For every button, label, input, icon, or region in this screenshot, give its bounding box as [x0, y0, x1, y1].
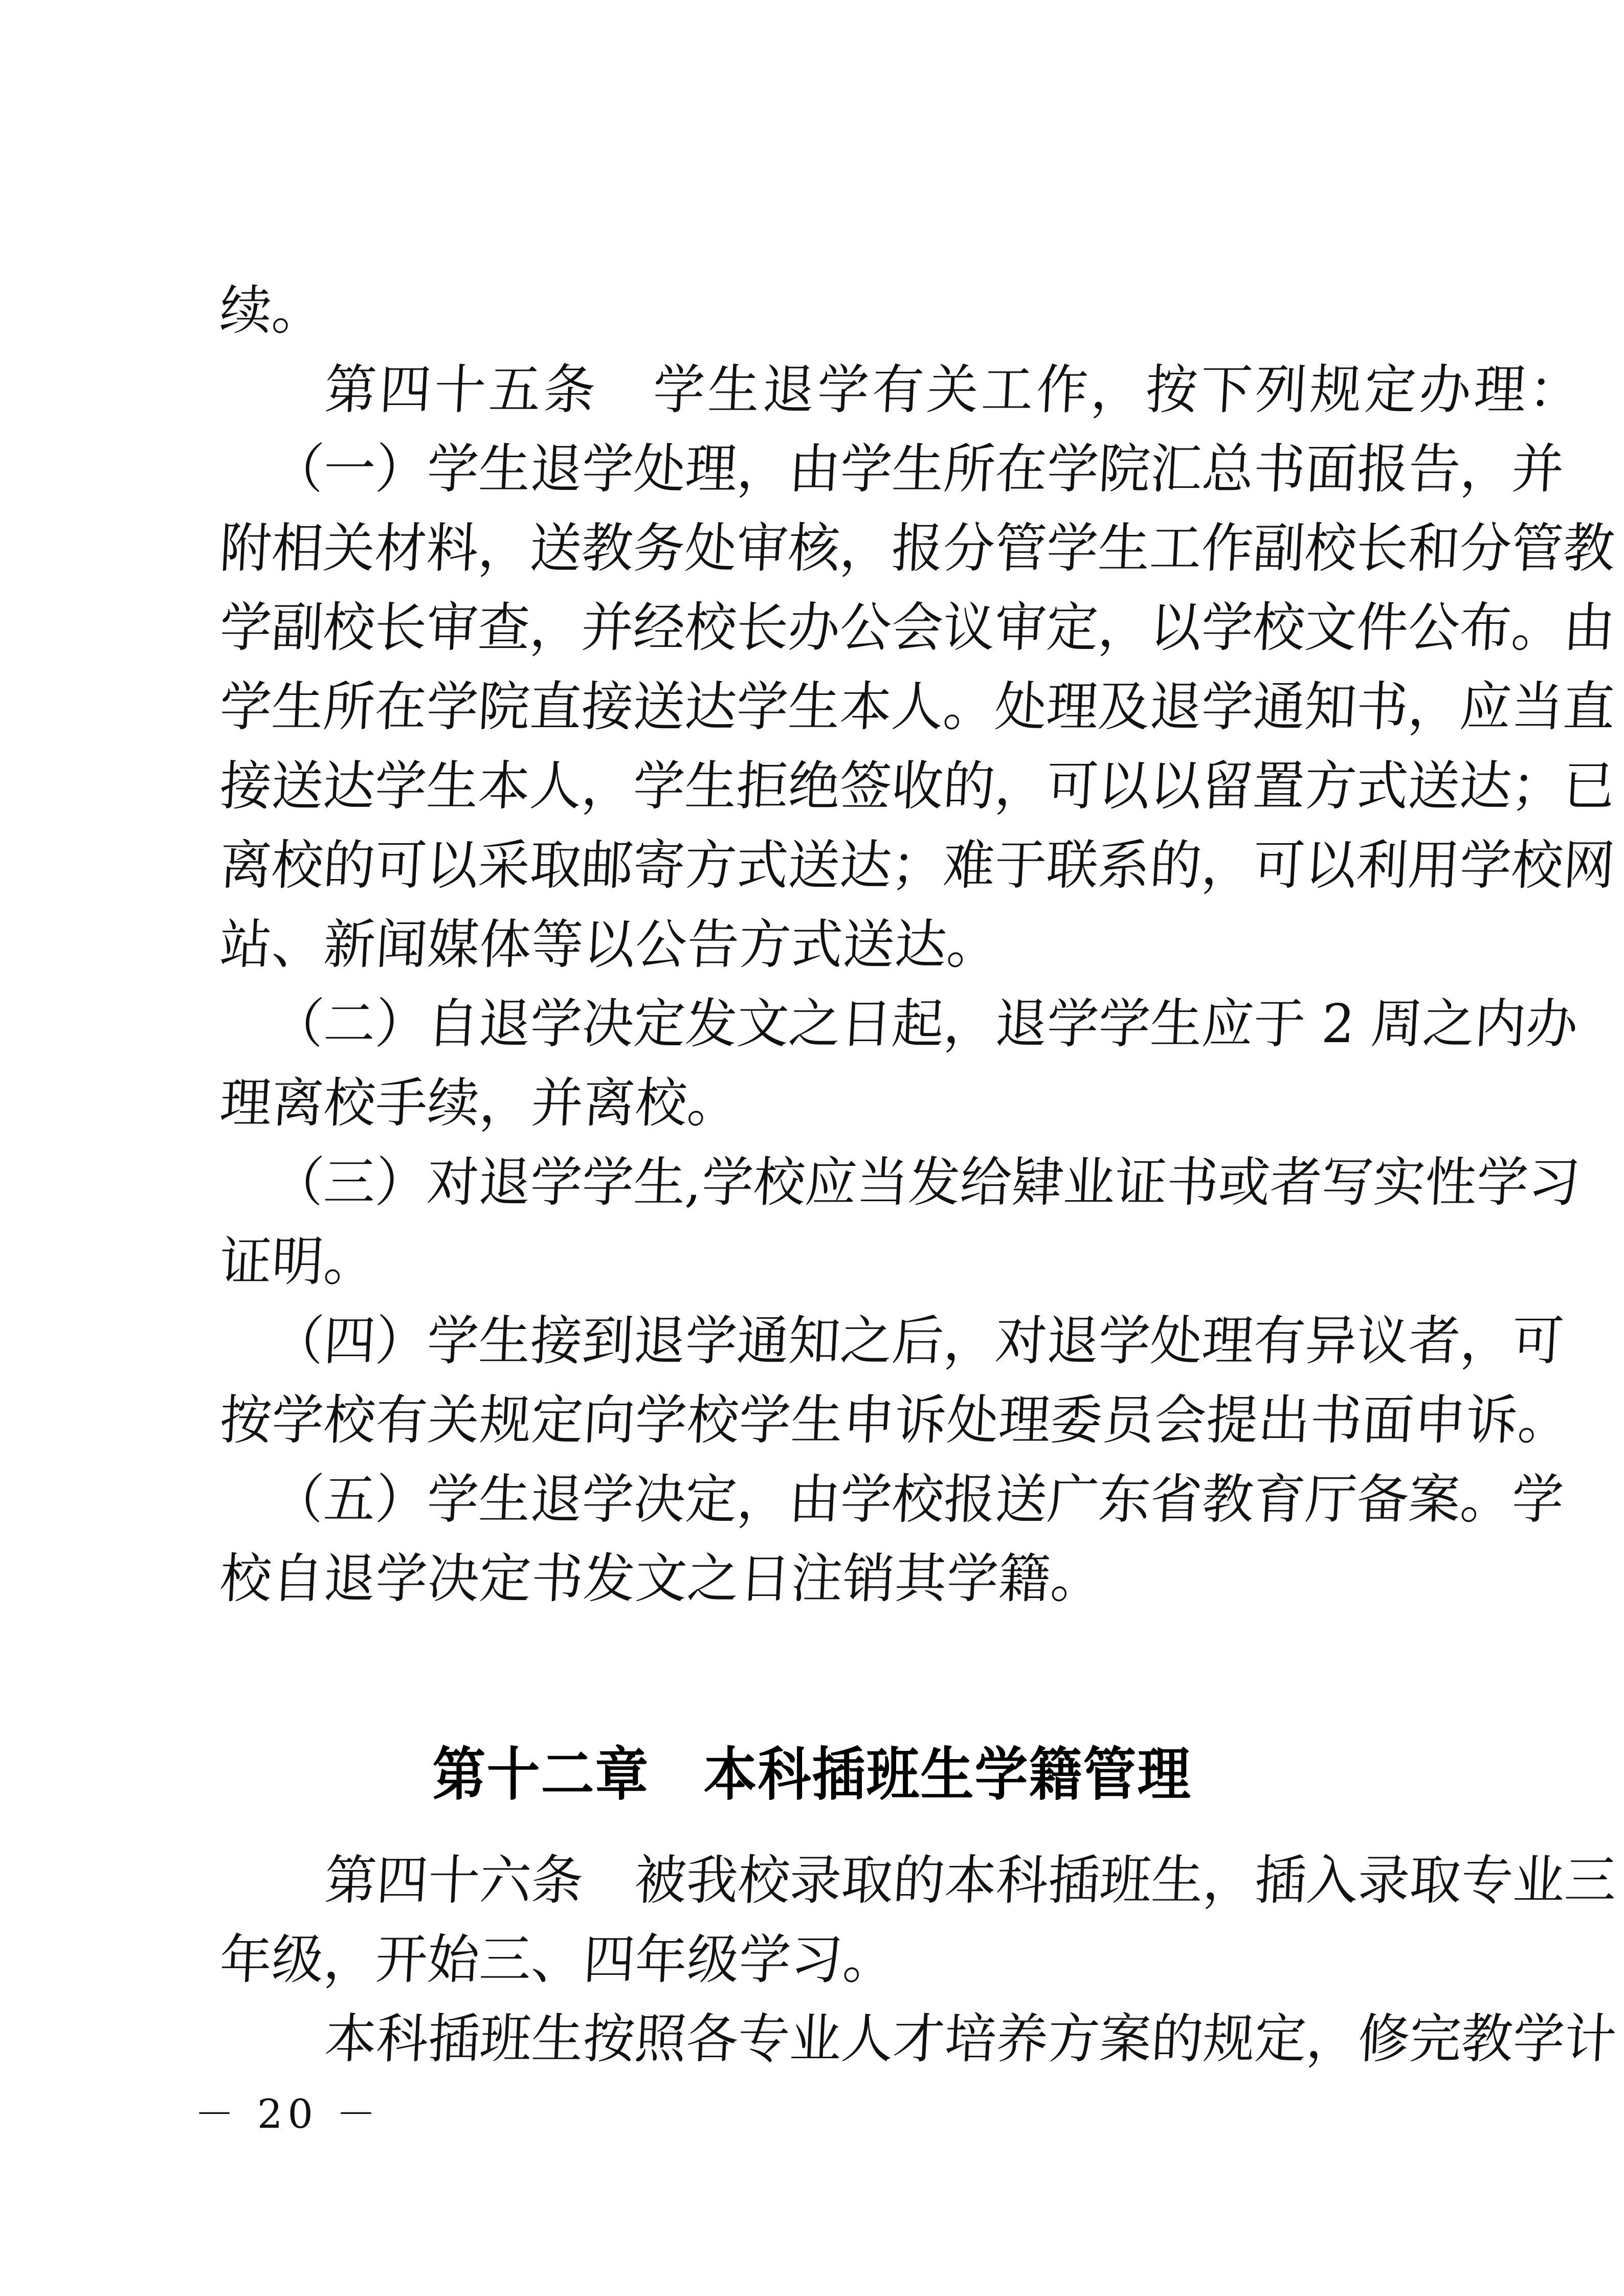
article-46-heading-line: 第四十六条 被我校录取的本科插班生，插入录取专业三: [323, 1849, 1618, 1911]
text-line: （三）对退学学生,学校应当发给肄业证书或者写实性学习: [270, 1151, 1582, 1213]
text-line: 按学校有关规定向学校学生申诉处理委员会提出书面申诉。: [218, 1389, 1572, 1451]
text-line: 站、新闻媒体等以公告方式送达。: [218, 913, 1000, 976]
text-line: （五）学生退学决定，由学校报送广东省教育厅备案。学: [270, 1468, 1566, 1530]
chapter-heading: 第十二章 本科插班生学籍管理: [432, 1741, 1192, 1808]
text-line: 校自退学决定书发文之日注销其学籍。: [218, 1547, 1104, 1610]
text-line: （一）学生退学处理，由学生所在学院汇总书面报告，并: [270, 438, 1566, 500]
text-line: 学副校长审查，并经校长办公会议审定，以学校文件公布。由: [218, 596, 1617, 659]
text-line: 证明。: [218, 1230, 377, 1293]
article-45-heading-line: 第四十五条 学生退学有关工作，按下列规定办理：: [323, 358, 1586, 421]
page-number: － 20 －: [194, 2091, 381, 2137]
text-line: （四）学生接到退学通知之后，对退学处理有异议者，可: [270, 1310, 1566, 1372]
text-line: 续。: [218, 279, 326, 342]
text-line: 本科插班生按照各专业人才培养方案的规定，修完教学计: [323, 2008, 1618, 2070]
body-text-block: [218, 271, 1617, 1618]
text-line: 年级，开始三、四年级学习。: [218, 1928, 897, 1991]
text-line: 理离校手续，并离校。: [218, 1072, 741, 1134]
text-line: 学生所在学院直接送达学生本人。处理及退学通知书，应当直: [218, 676, 1617, 738]
body-text-block-after-chapter: [218, 1841, 1618, 2079]
text-line: （二）自退学决定发文之日起，退学学生应于 2 周之内办: [270, 993, 1579, 1055]
text-line: 接送达学生本人，学生拒绝签收的，可以以留置方式送达；已: [218, 755, 1617, 817]
text-line: 离校的可以采取邮寄方式送达；难于联系的，可以利用学校网: [218, 834, 1617, 896]
text-line: 附相关材料，送教务处审核，报分管学生工作副校长和分管教: [218, 517, 1617, 579]
